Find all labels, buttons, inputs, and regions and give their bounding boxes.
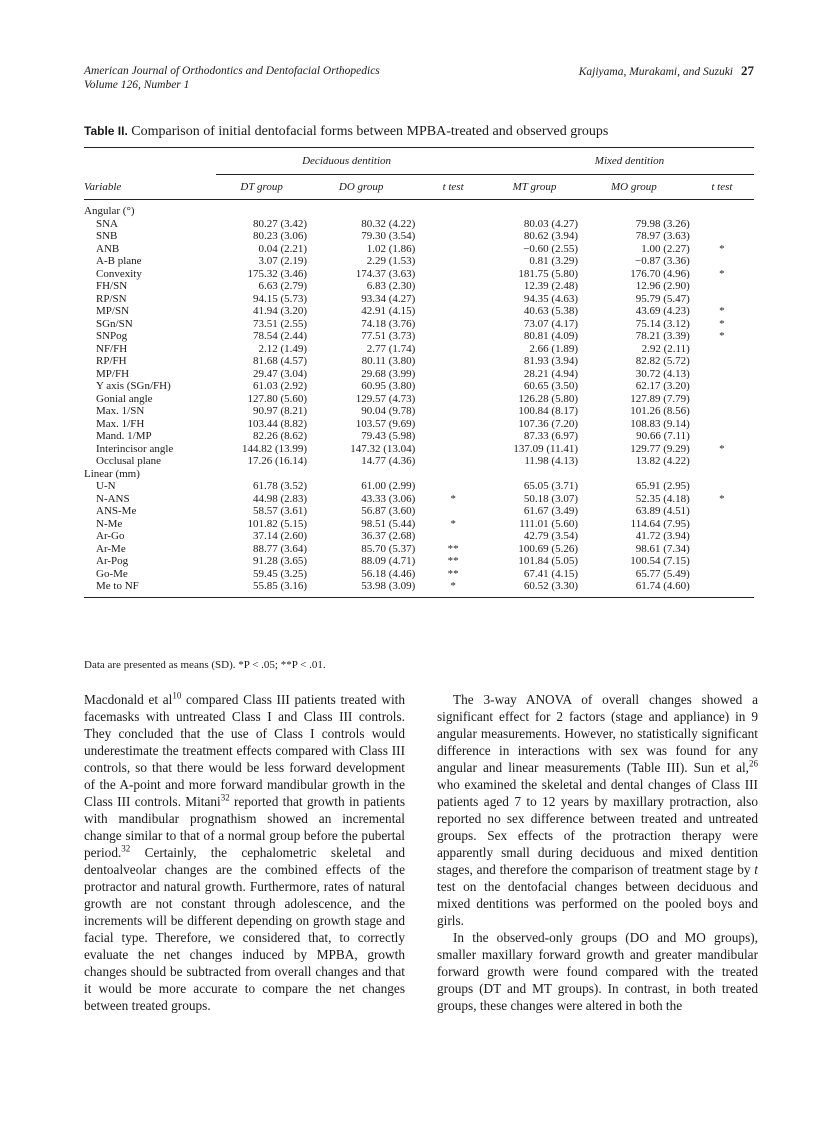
value-cell: 73.51 (2.55) <box>253 317 308 330</box>
value-cell: 29.68 (3.99) <box>361 367 416 380</box>
table-row <box>84 305 754 318</box>
value-cell: 127.80 (5.60) <box>247 392 308 405</box>
journal-volume: Volume 126, Number 1 <box>84 79 190 91</box>
table-row <box>84 243 754 256</box>
table-row <box>84 480 754 493</box>
value-cell <box>690 230 754 243</box>
variable-cell: U-N <box>96 480 116 492</box>
value-cell: 78.21 (3.39) <box>635 330 690 342</box>
variable-cell: Ar-Pog <box>96 555 129 567</box>
value-cell: 82.26 (8.62) <box>253 430 308 442</box>
value-cell: 107.36 (7.20) <box>518 417 578 430</box>
value-cell: 90.97 (8.21) <box>253 405 308 417</box>
value-cell <box>415 530 491 543</box>
table-body <box>84 200 754 598</box>
value-cell: 56.87 (3.60) <box>361 505 416 517</box>
value-cell <box>415 318 491 331</box>
value-cell <box>690 380 754 393</box>
value-cell: −0.87 (3.36) <box>635 255 690 267</box>
value-cell: 61.00 (2.99) <box>361 480 416 492</box>
value-cell: 2.29 (1.53) <box>366 255 416 267</box>
value-cell: 65.05 (3.71) <box>523 480 578 492</box>
column-header: MO group <box>578 175 690 200</box>
column-header: DT group <box>216 175 307 200</box>
column-header: MT group <box>491 175 578 200</box>
table-row <box>84 468 754 481</box>
paragraph: In the observed-only groups (DO and MO groups), smaller maxillary forward growth and greater mandibular forward growth were found compared with the treated groups (DT and MT groups). In contrast, in both treated groups, these changes were altered in both the <box>437 930 758 1013</box>
value-cell: 13.82 (4.22) <box>635 455 690 467</box>
table-row <box>84 318 754 331</box>
value-cell: 67.41 (4.15) <box>523 567 578 580</box>
variable-cell: A-B plane <box>96 255 142 267</box>
value-cell: 6.63 (2.79) <box>258 280 308 292</box>
value-cell <box>415 393 491 406</box>
value-cell: * <box>415 580 491 597</box>
value-cell: 42.91 (4.15) <box>361 305 416 317</box>
value-cell: * <box>450 517 456 530</box>
value-cell <box>690 430 754 443</box>
value-cell: 80.62 (3.94) <box>523 230 578 242</box>
value-cell <box>690 405 754 418</box>
table-row <box>84 555 754 568</box>
value-cell: 14.77 (4.36) <box>361 455 416 467</box>
table-row <box>84 393 754 406</box>
value-cell: 2.77 (1.74) <box>366 342 416 355</box>
value-cell: 111.01 (5.60) <box>519 517 578 530</box>
value-cell: 80.23 (3.06) <box>253 230 308 242</box>
body-right-column <box>437 691 758 1014</box>
table-row <box>84 405 754 418</box>
value-cell: 28.21 (4.94) <box>523 367 578 380</box>
value-cell: 0.81 (3.29) <box>529 255 578 267</box>
table-row <box>84 255 754 268</box>
comparison-table <box>84 147 754 598</box>
variable-cell: Max. 1/SN <box>96 405 145 417</box>
variable-cell: RP/FH <box>96 355 127 367</box>
value-cell: * <box>719 442 725 455</box>
value-cell: 95.79 (5.47) <box>635 292 690 305</box>
value-cell: ** <box>447 555 459 567</box>
section-label: Linear (mm) <box>84 467 140 480</box>
value-cell: 103.57 (9.69) <box>355 417 416 430</box>
table-row <box>84 505 754 518</box>
table-row <box>84 230 754 243</box>
value-cell: 61.03 (2.92) <box>253 380 308 392</box>
journal-name: American Journal of Orthodontics and Dentofacial Orthopedics <box>84 65 380 77</box>
value-cell: 62.17 (3.20) <box>635 380 690 392</box>
value-cell: 44.98 (2.83) <box>253 492 308 505</box>
value-cell <box>491 468 578 481</box>
value-cell <box>415 480 491 493</box>
value-cell: 144.82 (13.99) <box>242 442 308 455</box>
value-cell <box>690 555 754 568</box>
variable-cell: SNPog <box>96 330 128 342</box>
value-cell: 12.39 (2.48) <box>523 280 578 292</box>
value-cell <box>690 418 754 431</box>
value-cell: 78.97 (3.63) <box>635 230 690 242</box>
value-cell: 1.02 (1.86) <box>366 242 416 255</box>
page-number: 27 <box>741 63 754 78</box>
value-cell <box>690 200 754 218</box>
value-cell <box>690 468 754 481</box>
value-cell <box>690 355 754 368</box>
value-cell <box>415 380 491 393</box>
value-cell: 137.09 (11.41) <box>513 442 578 455</box>
value-cell: 74.18 (3.76) <box>361 317 416 330</box>
value-cell: * <box>719 242 725 255</box>
value-cell <box>690 343 754 356</box>
value-cell: 80.27 (3.42) <box>253 217 308 230</box>
value-cell: 58.57 (3.61) <box>253 505 308 517</box>
table-row <box>84 580 754 597</box>
value-cell: 101.84 (5.05) <box>518 555 578 567</box>
author-page <box>579 64 754 79</box>
value-cell: 77.51 (3.73) <box>361 330 416 342</box>
value-cell: 88.77 (3.64) <box>253 542 308 555</box>
value-cell: 1.00 (2.27) <box>641 242 690 255</box>
value-cell: 0.04 (2.21) <box>258 242 308 255</box>
value-cell: 41.94 (3.20) <box>253 305 308 317</box>
value-cell: * <box>719 267 725 280</box>
value-cell: 80.03 (4.27) <box>523 217 578 230</box>
value-cell: * <box>719 492 725 505</box>
value-cell: 17.26 (16.14) <box>247 455 308 467</box>
value-cell <box>415 200 491 218</box>
value-cell <box>690 293 754 306</box>
value-cell <box>690 580 754 597</box>
value-cell <box>690 255 754 268</box>
value-cell: 129.57 (4.73) <box>355 392 416 405</box>
variable-cell: Interincisor angle <box>96 442 174 455</box>
value-cell: 114.64 (7.95) <box>630 517 690 530</box>
value-cell: 176.70 (4.96) <box>630 267 690 280</box>
value-cell: 175.32 (3.46) <box>247 267 308 280</box>
value-cell: 101.82 (5.15) <box>247 517 308 530</box>
value-cell: 129.77 (9.29) <box>630 442 690 455</box>
value-cell: 61.67 (3.49) <box>523 505 578 517</box>
value-cell <box>415 418 491 431</box>
value-cell: 80.32 (4.22) <box>361 217 416 230</box>
value-cell <box>415 468 491 481</box>
variable-cell: Convexity <box>96 267 142 280</box>
column-header: t test <box>690 175 754 200</box>
value-cell <box>690 543 754 556</box>
variable-cell: MP/SN <box>96 305 130 317</box>
variable-cell: Ar-Me <box>96 542 126 555</box>
value-cell: 85.70 (5.37) <box>361 542 416 555</box>
variable-cell: Gonial angle <box>96 392 153 405</box>
value-cell <box>415 268 491 281</box>
value-cell <box>690 218 754 231</box>
value-cell: 60.52 (3.30) <box>491 580 578 597</box>
table-row <box>84 268 754 281</box>
value-cell: 6.83 (2.30) <box>366 280 416 292</box>
variable-cell: Ar-Go <box>96 530 125 542</box>
value-cell <box>491 200 578 218</box>
value-cell: 2.92 (2.11) <box>641 342 690 355</box>
group-header-deciduous: Deciduous dentition <box>216 148 491 175</box>
table-row <box>84 380 754 393</box>
paragraph: Macdonald et $al^{10}$ compared Class III patients treated with facemasks with untreated Class I and Class III controls. They concluded that the use of Class I controls would underestimate the treatment effects compared with Class III controls, so that there would be less forward development of the A-point and more forward mandibular growth in the Class III controls. Mitani$^{32}$ reported that growth in patients with mandibular prognathism showed an incremental change similar to that of a normal group before the pubertal period.$^{32}$ Certainly, the cephalometric skeletal and dentoalveolar changes are the combined effects of the protractor and natural growth. Furthermore, rates of natural growth are not constant through adolescence, and the increments will be different depending on growth stage and facial type. Therefore, we considered that, to correctly evaluate the net changes induced by MPBA, growth changes should be subtracted from overall changes and that it would be more accurate to compare the net changes between treated groups. <box>84 690 405 1013</box>
value-cell: 98.51 (5.44) <box>361 517 416 530</box>
value-cell <box>690 393 754 406</box>
value-cell <box>415 455 491 468</box>
section-label: Angular (°) <box>84 205 135 217</box>
value-cell: 55.85 (3.16) <box>216 580 307 597</box>
column-header: Variable <box>84 175 216 200</box>
value-cell: 60.65 (3.50) <box>523 380 578 392</box>
value-cell: 50.18 (3.07) <box>523 492 578 505</box>
reference: 10 <box>172 690 182 701</box>
variable-cell: N-Me <box>96 517 123 530</box>
variable-cell: SNA <box>96 217 119 230</box>
value-cell: 2.12 (1.49) <box>258 342 308 355</box>
value-cell: 174.37 (3.63) <box>355 267 416 280</box>
table-row <box>84 280 754 293</box>
authors: Kajiyama, Murakami, and Suzuki <box>578 66 733 78</box>
table-row <box>84 343 754 356</box>
journal-info <box>84 64 380 92</box>
value-cell: 94.35 (4.63) <box>523 292 578 305</box>
value-cell: * <box>719 305 725 317</box>
value-cell: 126.28 (5.80) <box>518 392 578 405</box>
table-row <box>84 418 754 431</box>
value-cell: 43.33 (3.06) <box>361 492 416 505</box>
value-cell <box>415 405 491 418</box>
table-row <box>84 430 754 443</box>
value-cell: 30.72 (4.13) <box>635 367 690 380</box>
value-cell <box>415 230 491 243</box>
table-row <box>84 293 754 306</box>
value-cell <box>690 530 754 543</box>
value-cell <box>415 293 491 306</box>
value-cell: 56.18 (4.46) <box>361 567 416 580</box>
body-left-column <box>84 691 405 1014</box>
variable-cell: SNB <box>96 230 118 242</box>
value-cell: 100.54 (7.15) <box>630 555 690 567</box>
value-cell: * <box>719 317 725 330</box>
column-header: DO group <box>307 175 415 200</box>
value-cell: 93.34 (4.27) <box>361 292 416 305</box>
value-cell: 61.78 (3.52) <box>253 480 308 492</box>
value-cell <box>415 355 491 368</box>
value-cell: 81.68 (4.57) <box>253 355 308 367</box>
variable-cell: Max. 1/FH <box>96 417 145 430</box>
variable-cell: Y axis (SGn/FH) <box>96 380 171 392</box>
value-cell: 63.89 (4.51) <box>635 505 690 517</box>
value-cell: 73.07 (4.17) <box>523 317 578 330</box>
table-row <box>84 518 754 531</box>
value-cell <box>415 343 491 356</box>
value-cell <box>216 200 307 218</box>
variable-cell: Occlusal plane <box>96 455 162 467</box>
value-cell <box>415 330 491 343</box>
value-cell: 42.79 (3.54) <box>523 530 578 542</box>
value-cell: 29.47 (3.04) <box>253 367 308 380</box>
table-row <box>84 568 754 581</box>
value-cell: 100.69 (5.26) <box>518 542 578 555</box>
table-row <box>84 330 754 343</box>
table-note: Data are presented as means (SD). *P < .05; **P < .01. <box>84 659 326 671</box>
table-row <box>84 530 754 543</box>
value-cell: 43.69 (4.23) <box>635 305 690 317</box>
value-cell: ** <box>447 567 459 580</box>
value-cell <box>307 468 415 481</box>
table-row <box>84 493 754 506</box>
value-cell <box>690 480 754 493</box>
value-cell: 100.84 (8.17) <box>518 405 578 417</box>
group-header-mixed: Mixed dentition <box>491 148 754 175</box>
table-row <box>84 355 754 368</box>
value-cell: 91.28 (3.65) <box>253 555 308 567</box>
table-row <box>84 368 754 381</box>
table-title: Comparison of initial dentofacial forms between MPBA-treated and observed groups <box>131 124 609 139</box>
table-row <box>84 218 754 231</box>
value-cell <box>415 280 491 293</box>
table-caption <box>84 124 608 140</box>
value-cell: 12.96 (2.90) <box>635 280 690 292</box>
paragraph: The 3-way ANOVA of overall changes showed a significant effect for 2 factors (stage and appliance) in 9 angular measurements. However, no statistically significant difference in interactions with sex was found for any angular and linear measurements (Table III). Sun et al,$^{26}$ who examined the skeletal and dental changes of Class III patients aged 7 to 12 years by maxillary protraction, also reported no sex difference between treated and untreated groups. Sex effects of the protraction therapy were apparently small during deciduous and mixed dentition stages, and therefore the comparison of treatment stage by t test on the dentofacial changes between deciduous and mixed dentitions was performed on the pooled boys and girls. <box>437 692 758 928</box>
variable-cell: Me to NF <box>84 580 216 597</box>
value-cell: 41.72 (3.94) <box>635 530 690 542</box>
value-cell: 80.11 (3.80) <box>361 355 416 367</box>
value-cell: 127.89 (7.79) <box>630 392 690 405</box>
variable-cell: ANS-Me <box>96 505 137 517</box>
reference: 32 <box>121 843 131 854</box>
value-cell: 79.43 (5.98) <box>361 430 416 442</box>
value-cell: 79.98 (3.26) <box>635 217 690 230</box>
value-cell <box>415 430 491 443</box>
variable-cell: SGn/SN <box>96 317 133 330</box>
variable-cell: Mand. 1/MP <box>96 430 152 442</box>
value-cell: * <box>719 330 725 342</box>
variable-cell: N-ANS <box>96 492 130 505</box>
variable-cell: FH/SN <box>96 280 128 292</box>
value-cell: 40.63 (5.38) <box>523 305 578 317</box>
value-cell: 61.74 (4.60) <box>578 580 690 597</box>
value-cell: 82.82 (5.72) <box>635 355 690 367</box>
value-cell: 79.30 (3.54) <box>361 230 416 242</box>
value-cell <box>578 200 690 218</box>
value-cell: 59.45 (3.25) <box>253 567 308 580</box>
value-cell <box>415 255 491 268</box>
variable-cell: Go-Me <box>96 567 128 580</box>
reference: 32 <box>220 792 230 803</box>
value-cell <box>578 468 690 481</box>
reference: 26 <box>749 758 758 769</box>
value-cell <box>690 505 754 518</box>
value-cell: 108.83 (9.14) <box>630 417 690 430</box>
value-cell: 75.14 (3.12) <box>635 317 690 330</box>
table-label: Table II. <box>84 124 128 138</box>
value-cell: ** <box>447 542 459 555</box>
value-cell <box>307 200 415 218</box>
value-cell <box>415 218 491 231</box>
value-cell: 11.98 (4.13) <box>524 455 578 467</box>
value-cell: 3.07 (2.19) <box>258 255 308 267</box>
value-cell: 147.32 (13.04) <box>350 442 416 455</box>
value-cell <box>415 368 491 381</box>
variable-cell: ANB <box>96 242 120 255</box>
value-cell <box>690 568 754 581</box>
value-cell <box>690 280 754 293</box>
table-row <box>84 200 754 218</box>
value-cell: 80.81 (4.09) <box>523 330 578 342</box>
value-cell: 87.33 (6.97) <box>523 430 578 442</box>
variable-cell: RP/SN <box>96 292 127 305</box>
value-cell: 88.09 (4.71) <box>361 555 416 567</box>
value-cell: * <box>450 492 456 505</box>
table-row <box>84 543 754 556</box>
variable-cell: MP/FH <box>96 367 130 380</box>
column-header-row <box>84 175 754 200</box>
value-cell: 98.61 (7.34) <box>635 542 690 555</box>
value-cell <box>415 443 491 456</box>
value-cell: 78.54 (2.44) <box>253 330 308 342</box>
value-cell: 37.14 (2.60) <box>253 530 308 542</box>
value-cell <box>415 305 491 318</box>
value-cell <box>690 368 754 381</box>
variable-cell: NF/FH <box>96 342 128 355</box>
value-cell: 101.26 (8.56) <box>630 405 690 417</box>
value-cell: 81.93 (3.94) <box>523 355 578 367</box>
value-cell: 36.37 (2.68) <box>361 530 416 542</box>
value-cell <box>415 243 491 256</box>
value-cell: 181.75 (5.80) <box>518 267 578 280</box>
value-cell: 90.66 (7.11) <box>636 430 690 442</box>
value-cell <box>216 468 307 481</box>
value-cell: 53.98 (3.09) <box>307 580 415 597</box>
value-cell <box>690 518 754 531</box>
value-cell: 94.15 (5.73) <box>253 292 308 305</box>
value-cell: 52.35 (4.18) <box>635 492 690 505</box>
value-cell <box>415 505 491 518</box>
value-cell: 2.66 (1.89) <box>529 342 578 355</box>
column-header: t test <box>415 175 491 200</box>
value-cell: 65.77 (5.49) <box>635 567 690 580</box>
table-row <box>84 443 754 456</box>
value-cell <box>690 455 754 468</box>
value-cell: 103.44 (8.82) <box>247 417 308 430</box>
value-cell: 65.91 (2.95) <box>635 480 690 492</box>
table-row <box>84 455 754 468</box>
value-cell: 60.95 (3.80) <box>361 380 416 392</box>
value-cell: 90.04 (9.78) <box>361 405 416 417</box>
value-cell: −0.60 (2.55) <box>523 242 578 255</box>
